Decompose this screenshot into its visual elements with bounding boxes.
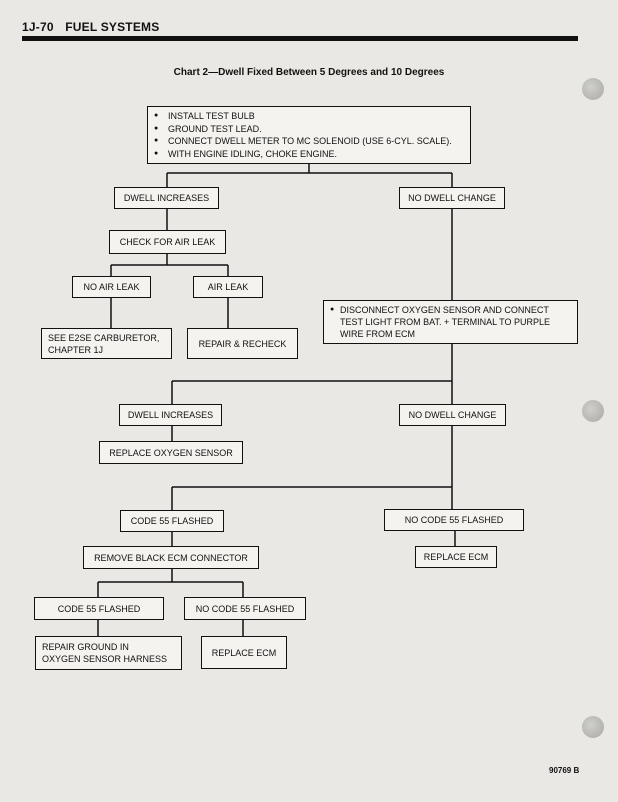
check-air-leak-box: CHECK FOR AIR LEAK xyxy=(109,230,226,254)
dwell-increases-box-2: DWELL INCREASES xyxy=(119,404,222,426)
no-air-leak-box: NO AIR LEAK xyxy=(72,276,151,298)
see-e2se-box xyxy=(41,328,172,359)
repair-recheck-box: REPAIR & RECHECK xyxy=(187,328,298,359)
code55-flashed-box-1: CODE 55 FLASHED xyxy=(120,510,224,532)
disconnect-o2-line1 xyxy=(330,304,549,316)
disconnect-o2-line2: TEST LIGHT FROM BAT. + TERMINAL TO PURPLE xyxy=(340,317,550,327)
section-title: FUEL SYSTEMS xyxy=(65,20,160,34)
step-item: ● GROUND TEST LEAD. xyxy=(154,123,452,136)
step-item: ● INSTALL TEST BULB xyxy=(154,110,452,123)
disconnect-o2-box xyxy=(323,300,578,344)
disconnect-o2-text1: DISCONNECT OXYGEN SENSOR AND CONNECT xyxy=(340,305,549,315)
repair-ground-box xyxy=(35,636,182,670)
repair-ground-line2: OXYGEN SENSOR HARNESS xyxy=(42,654,168,664)
see-e2se-line1: SEE E2SE CARBURETOR, xyxy=(48,332,160,343)
chart-title: Chart 2—Dwell Fixed Between 5 Degrees and 10 Degrees xyxy=(173,67,445,78)
no-code55-flashed-box-1: NO CODE 55 FLASHED xyxy=(384,509,524,531)
punch-hole xyxy=(582,400,604,422)
code55-flashed-box-2: CODE 55 FLASHED xyxy=(34,597,164,620)
repair-ground-line1: REPAIR GROUND IN xyxy=(42,642,129,652)
no-dwell-change-box-2: NO DWELL CHANGE xyxy=(399,404,506,426)
disconnect-o2-line3: WIRE FROM ECM xyxy=(340,329,415,339)
no-code55-flashed-box-2: NO CODE 55 FLASHED xyxy=(184,597,306,620)
remove-black-ecm-box: REMOVE BLACK ECM CONNECTOR xyxy=(83,546,259,569)
step-item: ● WITH ENGINE IDLING, CHOKE ENGINE. xyxy=(154,148,452,161)
replace-o2-box: REPLACE OXYGEN SENSOR xyxy=(99,441,243,464)
start-steps-list xyxy=(154,110,452,160)
punch-hole xyxy=(582,716,604,738)
step-item: ● CONNECT DWELL METER TO MC SOLENOID (USE 6-CYL. SCALE). xyxy=(154,135,452,148)
dwell-increases-box-1: DWELL INCREASES xyxy=(114,187,219,209)
no-dwell-change-box-1: NO DWELL CHANGE xyxy=(399,187,505,209)
figure-number: 90769 B xyxy=(549,766,580,775)
punch-hole xyxy=(582,78,604,100)
start-steps-box xyxy=(147,106,471,164)
bullet-icon: ● xyxy=(330,306,335,313)
replace-ecm-box-1: REPLACE ECM xyxy=(415,546,497,568)
section-number: 1J-70 xyxy=(22,20,54,34)
air-leak-box: AIR LEAK xyxy=(193,276,263,298)
see-e2se-line2: CHAPTER 1J xyxy=(48,344,104,355)
replace-ecm-box-2: REPLACE ECM xyxy=(201,636,287,669)
